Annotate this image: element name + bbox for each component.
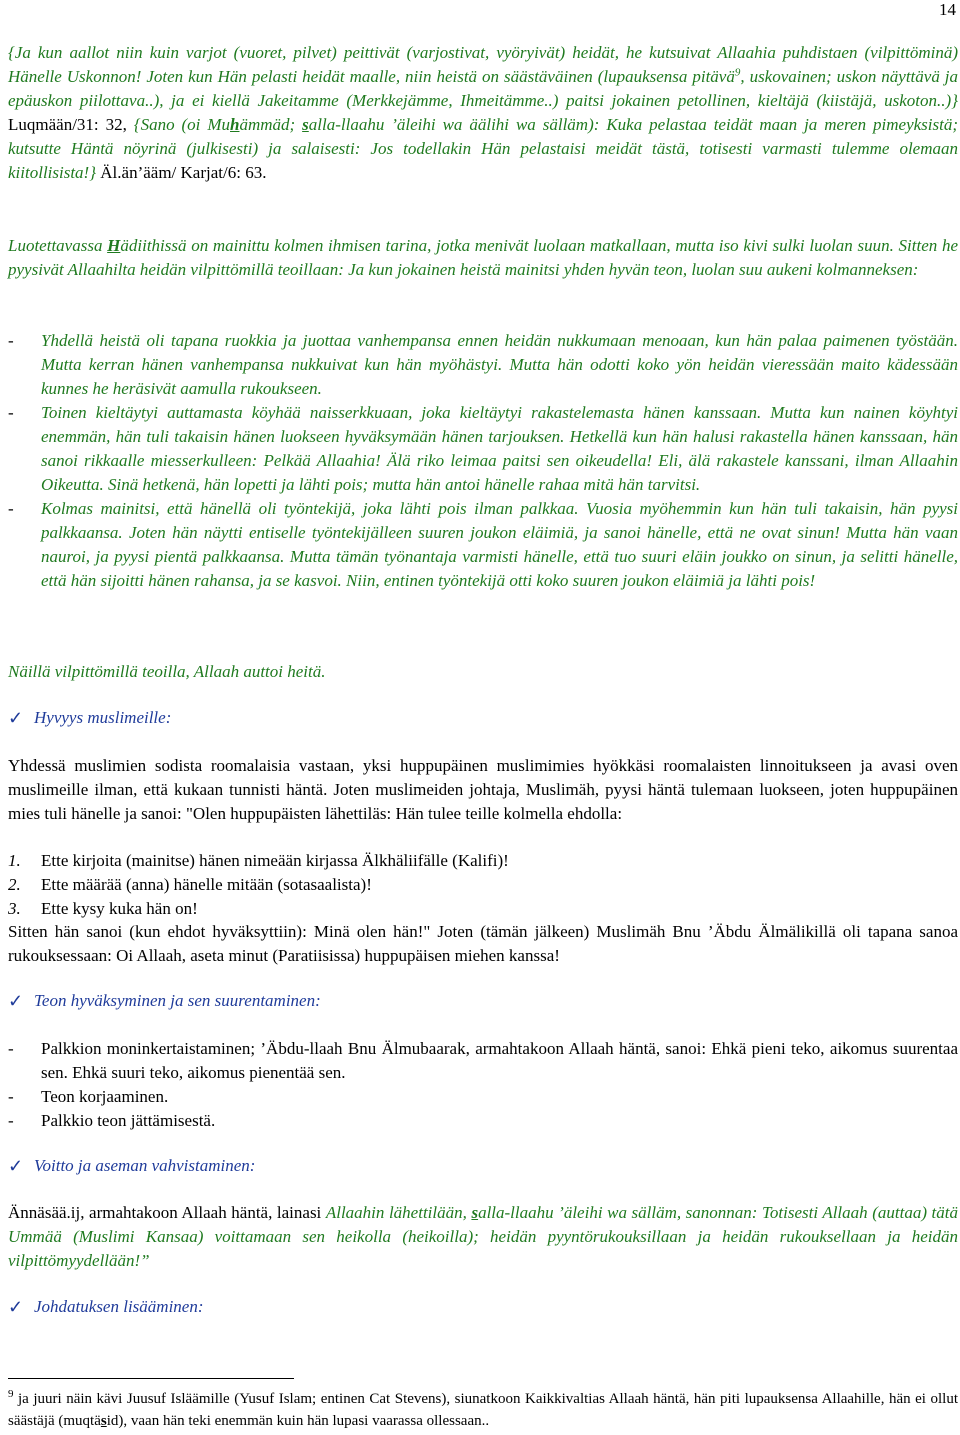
verse-reference: Luqmään/31: 32,: [8, 115, 134, 134]
hadith-paragraph: [8, 1201, 958, 1273]
conclusion-line: Näillä vilpittömillä teoilla, Allaah auttoi heitä.: [8, 662, 326, 681]
check-icon: ✓: [8, 991, 24, 1011]
list-item: - Yhdellä heistä oli tapana ruokkia ja juottaa vanhempansa ennen heidän nukkumaan menoaan, kun hän palaa paimenen työstään. Mutta kerran hänen vanhempansa nukkuivat kun hän myöhästyi. Mutta hän odotti koko yön heidän vieressään maito kädessään kunnes he heräsivät aamulla rukoukseen.: [8, 331, 958, 398]
section-heading: [8, 1295, 204, 1319]
section-heading: [8, 1154, 255, 1178]
hadith-text: Luotettavassa: [8, 236, 108, 255]
footnote-text: s: [100, 1413, 107, 1429]
hadith-text: ädiithissä on mainittu kolmen ihmisen tarina, jotka menivät luolaan matkallaan, mutta iso kivi sulki luolan suun. Sitten he pyysivät Allaahilta heidän vilpittömillä teoillaan: Ja kun jokainen heistä mainitsi yhden hyvän teon, luolan suu aukeni kolmanneksen:: [8, 236, 958, 279]
footnote-separator: [8, 1378, 294, 1379]
quote-text: ämmäd;: [239, 115, 303, 134]
list-item: - Kolmas mainitsi, että hänellä oli työntekijä, joka lähti pois ilman palkkaa. Vuosia myöhemmin kun hän tuli takaisin, hän pyysi palkkaansa. Joten hän näytti entiselle työntekijälleen suuren joukon eläimiä, ja sanoi hänelle, että ne ovat sinun! Mutta hän vaan nauroi, ja pyysi pientä palkkaansa. Mutta tämän työnantaja varmisti hänelle, että tuo suuri eläin joukko on sinun, ja selitti hänelle, että hän sijoitti hänen rahansa, ja se kasvoi. Niin, entinen työntekijä otti koko suuren joukon eläimiä ja lähti pois!: [8, 499, 958, 590]
list-number: 3.: [8, 899, 21, 918]
heading-text: Hyvyys muslimeille:: [34, 708, 172, 727]
list-item: - Palkkion moninkertaistaminen; ’Äbdu-llaah Bnu Älmubaarak, armahtakoon Allaah häntä, sanoi: Ehkä pieni teko, aikomus suurentaa sen. Ehkä suuri teko, aikomus pienentää sen.: [8, 1039, 958, 1082]
conditions-list: [8, 849, 958, 921]
footnote-text: ja juuri näin kävi Juusuf Isläämille (Yusuf Islam; entinen Cat Stevens), siunatkoon Kaikkivaltias Allaah häntä, hän piti lupauksensa Allaahille, hän ei ollut säästäjä (muqtä: [8, 1391, 958, 1429]
reward-list: [8, 1037, 958, 1133]
footnote-mark: 9: [734, 66, 741, 79]
quote-text: , uskovainen; uskon näyttävä ja epäuskon piilottava..), ja ei kiellä Jakeitamme (Merkkejämme, Ihmeitämme..) paitsi jokainen petollinen, kieltäjä (kiistäjä, uskoton..)}: [8, 67, 958, 110]
paragraph-text: Ännäsää.ij, armahtakoon Allaah häntä, lainasi: [8, 1203, 326, 1222]
list-item: - Toinen kieltäytyi auttamasta köyhää naisserkkuaan, joka kieltäytyi rakastelemasta hänen kanssaan. Mutta kun nainen köyhtyi enemmän, hän tuli takaisin hänen luokseen hyväksymään hänen tarjouksen. Hetkellä kun hän halusi rakastella hänen kanssaan, hän sanoi rikkaalle miesserkulleen: Pelkää Allaahia! Älä riko leimaa paitsi sen oikeudella! Eli, älä rakastele kanssani, ilman Allaahin Oikeutta. Sinä hetkenä, hän lopetti ja lähti pois; mutta hän antoi hänelle rahaa mitä hän tarvitsi.: [8, 403, 958, 494]
list-item: 3. Ette kysy kuka hän on!: [8, 897, 958, 921]
quote-text: {Sano (oi Mu: [133, 115, 231, 134]
list-item: - Palkkio teon jättämisestä.: [8, 1109, 958, 1133]
list-number: 2.: [8, 875, 21, 894]
footnote: [8, 1388, 958, 1432]
hadith-intro-paragraph: [8, 234, 958, 282]
quran-quote-paragraph: [8, 41, 958, 185]
list-item: 1. Ette kirjoita (mainitse) hänen nimeään kirjassa Älkhäliifälle (Kalifi)!: [8, 849, 958, 873]
stories-list: [8, 329, 958, 593]
check-icon: ✓: [8, 1156, 24, 1176]
section-heading: [8, 706, 171, 730]
footnote-text: id), vaan hän teki enemmän kuin hän lupasi vaarassa ollessaan..: [106, 1413, 490, 1429]
quote-text: h: [230, 115, 240, 134]
list-marker: -: [8, 499, 14, 518]
check-icon: ✓: [8, 1297, 24, 1317]
quote-text: alla-llaahu ’äleihi wa äälihi wa sälläm): Kuka pelastaa teidät maan ja meren pimeyksistä; kutsutte Häntä nöyrinä (julkisesti) ja salaisesti: Jos todellakin Hän pelastaisi meidät tästä, totisesti varmasti tulemme olemaan kiitollisista!}: [8, 115, 958, 182]
section-heading: [8, 989, 321, 1013]
heading-text: Voitto ja aseman vahvistaminen:: [34, 1156, 256, 1175]
list-marker: -: [8, 1111, 14, 1130]
list-number: 1.: [8, 851, 21, 870]
page-number: 14: [939, 0, 956, 19]
quote-text: {Ja kun aallot niin kuin varjot (vuoret, pilvet) peittivät (varjostivat, vyöryivät) heidät, he kutsuivat Allaahia puhdistaen (vilpittöminä) Hänelle Uskonnon! Joten kun Hän pelasti heidät maalle, niin heistä on säästäväinen (lupauksensa pitävä: [8, 43, 958, 86]
story-paragraph: Sitten hän sanoi (kun ehdot hyväksyttiin): Minä olen hän!" Joten (tämän jälkeen) Muslimäh Bnu ’Äbdu Älmälikillä oli tapana sanoa rukouksessaan: Oi Allaah, aseta minut (Paratiisissa) huppupäisen miehen kanssa!: [8, 922, 958, 965]
quote-text: s: [302, 115, 309, 134]
hadith-text: s: [471, 1203, 479, 1222]
heading-text: Johdatuksen lisääminen:: [34, 1297, 204, 1316]
hadith-text: H: [107, 236, 121, 255]
list-marker: -: [8, 331, 14, 350]
hadith-text: alla-llaahu ’äleihi wa sälläm, sanonnan: Totisesti Allaah (auttaa) tätä Ummää (Muslimi Kansaa) voittamaan sen heikolla (heikoilla); heidän pyyntörukouksillaan ja heidän rukouksellaan ja heidän vilpittömyydellään!”: [8, 1203, 958, 1270]
story-paragraph: Yhdessä muslimien sodista roomalaisia vastaan, yksi huppupäinen muslimimies hyökkäsi roomalaisten linnoitukseen ja avasi oven muslimeille ilman, että kukaan tunnisti häntä. Joten muslimeiden johtaja, Muslimäh, pyysi häntä tulemaan luokseen, joten huppupäinen mies tuli hänelle ja sanoi: "Olen huppupäisten lähettiläs: Hän tulee teille kolmella ehdolla:: [8, 756, 958, 823]
check-icon: ✓: [8, 708, 24, 728]
heading-text: Teon hyväksyminen ja sen suurentaminen:: [34, 991, 321, 1010]
list-marker: -: [8, 1087, 14, 1106]
list-item: 2. Ette määrää (anna) hänelle mitään (sotasaalista)!: [8, 873, 958, 897]
list-marker: -: [8, 403, 14, 422]
list-marker: -: [8, 1039, 14, 1058]
hadith-text: Allaahin lähettilään,: [325, 1203, 472, 1222]
list-item: - Teon korjaaminen.: [8, 1085, 958, 1109]
footnote-mark: 9: [8, 1388, 14, 1400]
verse-reference: Äl.än’ääm/ Karjat/6: 63.: [96, 163, 267, 182]
